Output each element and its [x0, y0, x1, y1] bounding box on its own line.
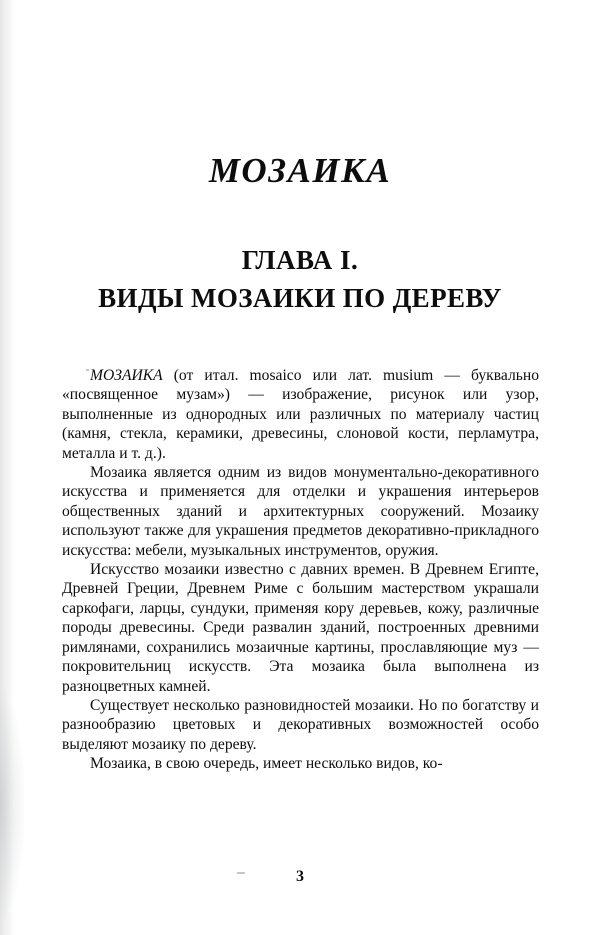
paragraph-varieties: Существует несколько разновидностей мозаики. Но по богатству и разнообразию цветовых и декоративных возможностей особо выделяют мозаику по дереву. [62, 696, 539, 753]
paragraph-history: Искусство мозаики известно с давних времен. В Древнем Египте, Древней Греции, Древнем Риме с большим мастерством украшали саркофаги, ларцы, сундуки, применяя кору деревьев, кожу, различные породы древесины. Среди развалин зданий, построенных древними римлянами, сохранились мозаичные картины, прославляющие муз — покровительниц искусств. Эта мозаика была выполнена из разноцветных камней. [62, 561, 539, 695]
chapter-name: ВИДЫ МОЗАИКИ ПО ДЕРЕВУ [98, 282, 502, 313]
lead-term: МОЗАИКА [90, 367, 163, 384]
body-text-column [62, 366, 539, 774]
chapter-heading [0, 243, 600, 315]
chapter-number: ГЛАВА I. [241, 245, 359, 275]
scan-gutter-shadow [0, 0, 14, 935]
paragraph-monumental-art: Мозаика является одним из видов монументально-декоративного искусства и применяется для отделки и украшения интерьеров общественных зданий и архитектурных сооружений. Мозаику используют также для украшения предметов декоративно-прикладного искусства: мебели, музыкальных инструментов, оружия. [62, 464, 539, 559]
paragraph-continued: Мозаика, в свою очередь, имеет несколько видов, ко- [90, 755, 443, 773]
page-number: 3 [296, 868, 304, 885]
paragraph-definition-text: (от итал. mosaico или лат. musium — буквально «посвященное музам») — изображение, рисунок или узор, выполненные из однородных или различных по материалу частиц (камня, стекла, керамики, древесины, слоновой кости, перламутра, металла и т. д.). [62, 367, 539, 462]
paragraph-definition [62, 366, 539, 463]
scan-gutter-blotch [0, 690, 26, 920]
page-title: МОЗАИКА [208, 151, 392, 191]
